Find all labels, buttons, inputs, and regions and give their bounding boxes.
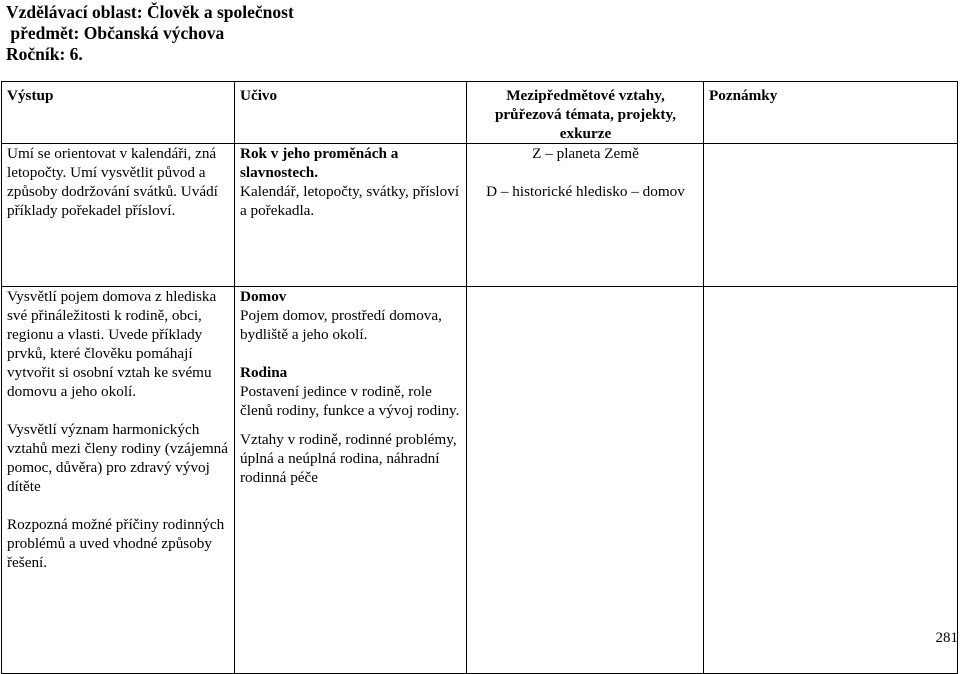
ucivo-text: Pojem domov, prostředí domova, bydliště a jeho okolí. — [240, 307, 442, 343]
subject-line: předmět: Občanská výchova — [6, 23, 225, 43]
vztahy-item: D – historické hledisko – domov — [486, 183, 685, 200]
vystup-text: Rozpozná možné příčiny rodinných problémů a uved vhodné způsoby řešení. — [7, 516, 225, 571]
ucivo-title: Rok v jeho proměnách a slavnostech. — [240, 145, 399, 181]
grade-line: Ročník: 6. — [6, 44, 83, 64]
cell-vystup — [2, 144, 235, 287]
document-header — [6, 2, 294, 65]
cell-poznamky — [704, 144, 958, 287]
column-header-vystup: Výstup — [2, 82, 235, 144]
column-header-poznamky: Poznámky — [704, 82, 958, 144]
table-row — [2, 287, 958, 674]
vystup-text: Vysvětlí význam harmonických vztahů mezi členy rodiny (vzájemná pomoc, důvěra) pro zdravý vývoj dítěte — [7, 421, 228, 495]
cell-vztahy — [467, 287, 704, 674]
vystup-text: Umí se orientovat v kalendáři, zná letopočty. Umí vysvětlit původ a způsoby dodržování svátků. Uvádí příklady pořekadel přísloví. — [7, 145, 218, 219]
ucivo-title: Rodina — [240, 364, 288, 381]
cell-vztahy — [467, 144, 704, 287]
cell-ucivo — [235, 144, 467, 287]
page-number: 281 — [935, 630, 958, 646]
ucivo-text: Postavení jedince v rodině, role členů rodiny, funkce a vývoj rodiny. — [240, 383, 460, 419]
ucivo-text: Kalendář, letopočty, svátky, přísloví a pořekadla. — [240, 183, 460, 219]
ucivo-title: Domov — [240, 288, 287, 305]
table-header-row — [2, 82, 958, 144]
ucivo-text: Vztahy v rodině, rodinné problémy, úplná a neúplná rodina, náhradní rodinná péče — [240, 431, 457, 486]
subject-area-line: Vzdělávací oblast: Člověk a společnost — [6, 2, 294, 22]
curriculum-table — [1, 81, 958, 674]
cell-ucivo — [235, 287, 467, 674]
table-row — [2, 144, 958, 287]
column-header-vztahy: Mezipředmětové vztahy, průřezová témata, projekty, exkurze — [467, 82, 704, 144]
column-header-ucivo: Učivo — [235, 82, 467, 144]
vystup-text: Vysvětlí pojem domova z hlediska své přináležitosti k rodině, obci, regionu a vlasti. Uvede příklady prvků, které člověku pomáhají vytvořit si osobní vztah ke svému domovu a jeho okolí. — [7, 288, 217, 400]
cell-poznamky — [704, 287, 958, 674]
vztahy-item: Z – planeta Země — [532, 145, 639, 162]
cell-vystup — [2, 287, 235, 674]
